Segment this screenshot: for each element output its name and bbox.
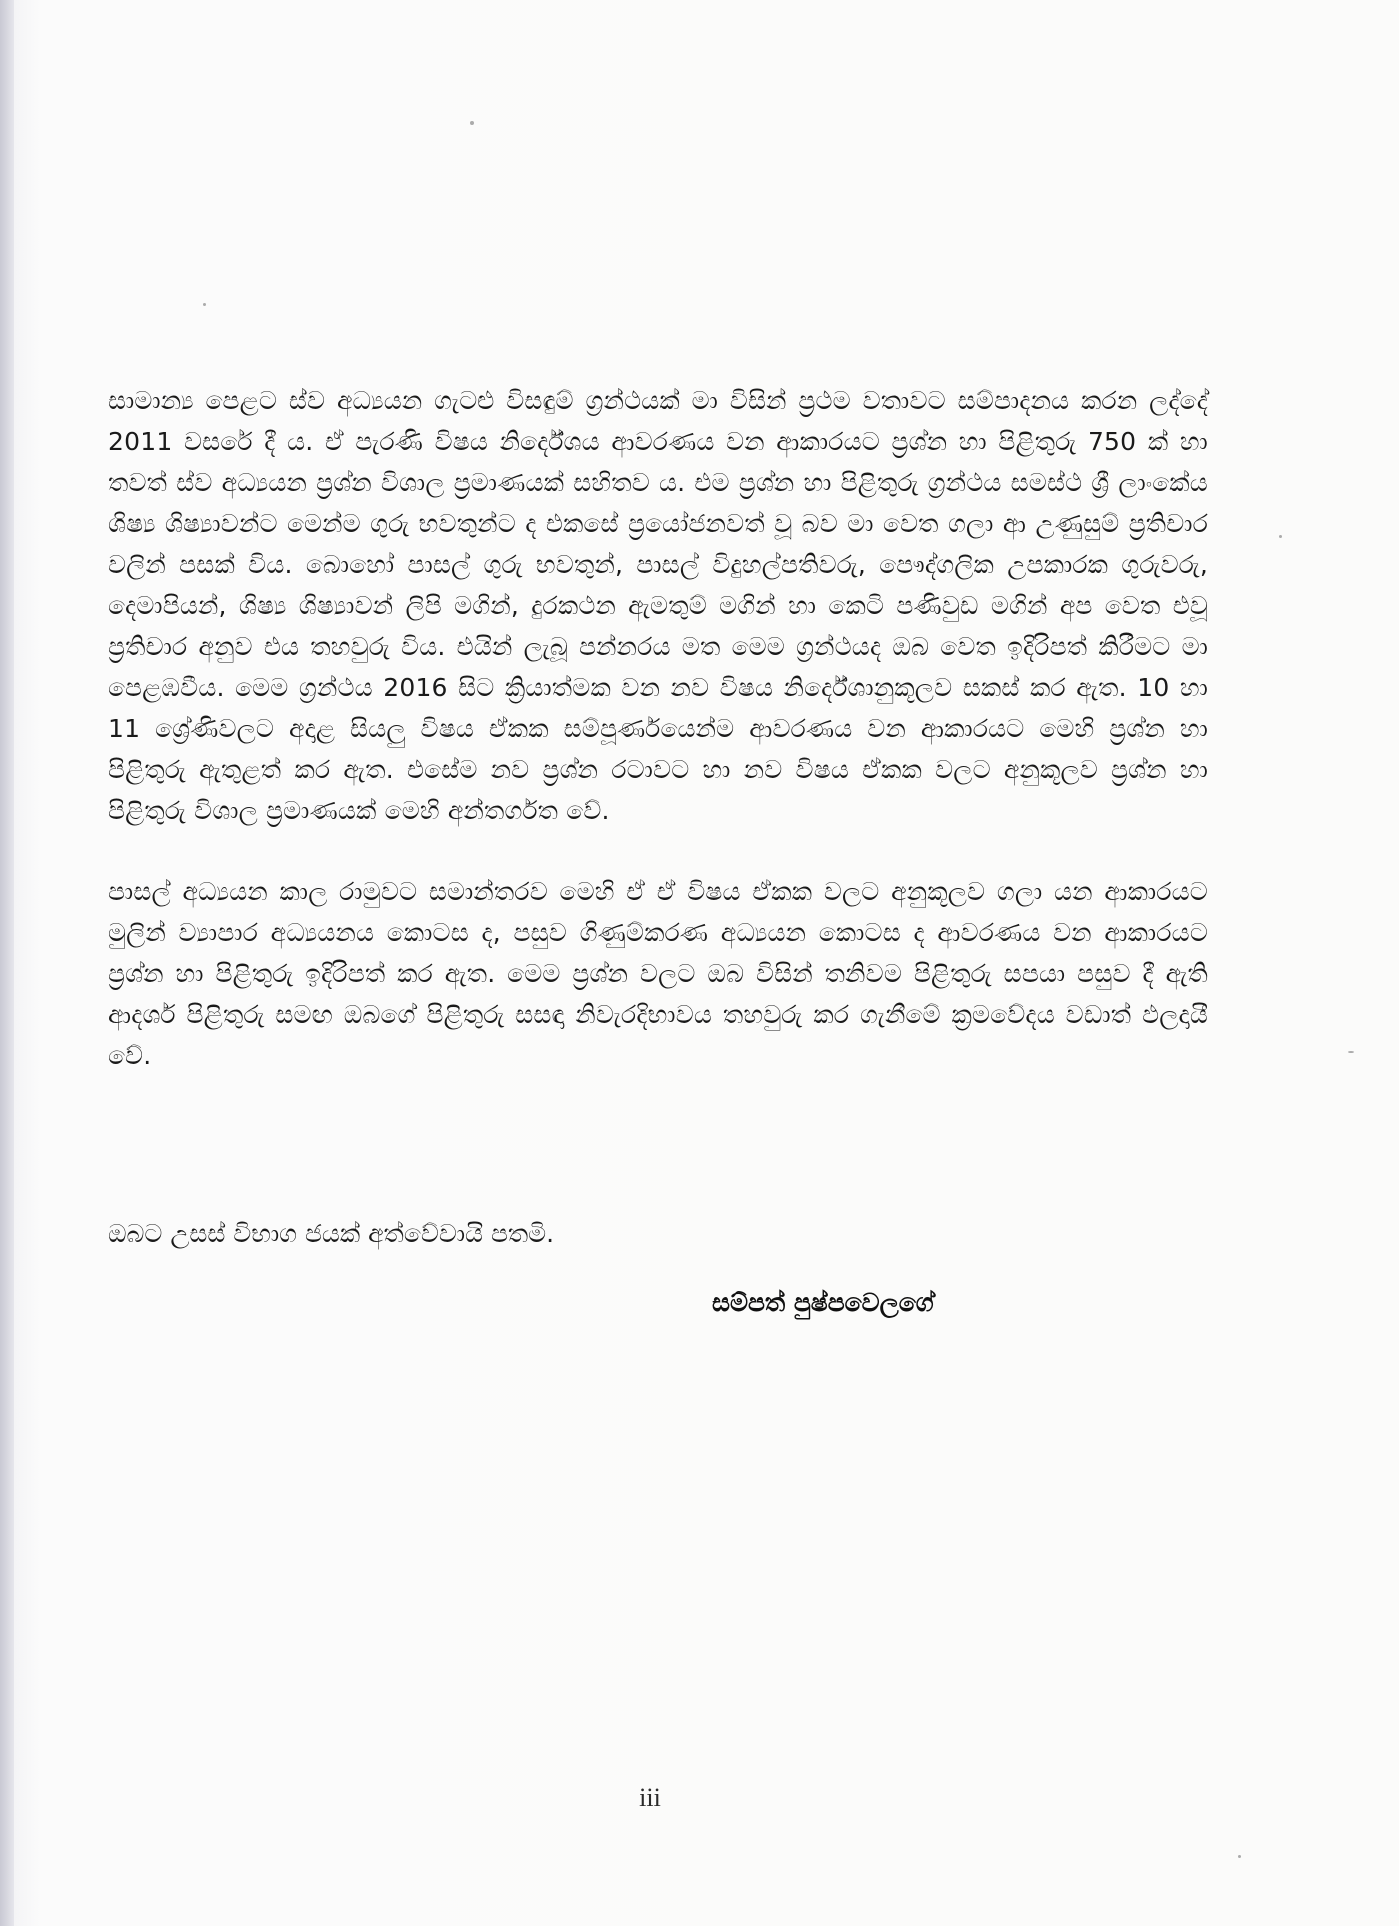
preface-body	[108, 380, 1208, 1076]
scan-speck	[470, 121, 474, 125]
scan-speck	[203, 303, 206, 306]
preface-paragraph-2: පාසල් අධ්‍යයන කාල රාමුවට සමාන්තරව මෙහි ඒ ඒ විෂය ඒකක වලට අනුකූලව ගලා යන ආකාරයට මුලින් ව්‍යාපාර අධ්‍යයනය කොටස ද, පසුව ගිණුම්කරණ අධ්‍යයන කොටස ද ආවරණය වන ආකාරයට ප්‍රශ්න හා පිළිතුරු ඉදිරිපත් කර ඇත. මෙම ප්‍රශ්න වලට ඔබ විසින් තනිවම පිළිතුරු සපයා පසුව දී ඇති ආදර්ශ පිළිතුරු සමඟ ඔබගේ පිළිතුරු සසඳා නිවැරදිභාවය තහවුරු කර ගැනීමේ ක්‍රමවේදය වඩාත් ඵලදායී වේ.	[108, 877, 1208, 1070]
scan-speck	[1348, 1051, 1354, 1053]
preface-paragraph-1: සාමාන්‍ය පෙළට ස්ව අධ්‍යයන ගැටළු විසඳුම් ග්‍රන්ථයක් මා විසින් ප්‍රථම වතාවට සම්පාදනය කරන ලද්දේ 2011 වසරේ දී ය. ඒ පැරණි විෂය නිර්දේශය ආවරණය වන ආකාරයට ප්‍රශ්න හා පිළිතුරු 750 ක් හා තවත් ස්ව අධ්‍යයන ප්‍රශ්න විශාල ප්‍රමාණයක් සහිතව ය. එම ප්‍රශ්න හා පිළිතුරු ග්‍රන්ථය සමස්ථ ශ්‍රී ලාංකේය ශිෂ්‍ය ශිෂ්‍යාවන්ට මෙන්ම ගුරු භවතුන්ට ද එකසේ ප්‍රයෝජනවත් වූ බව මා වෙත ගලා ආ උණුසුම් ප්‍රතිචාර වලින් පසක් විය. බොහෝ පාසල් ගුරු භවතුන්, පාසල් විදුහල්පතිවරු, පෞද්ගලික උපකාරක ගුරුවරු, දෙමාපියන්, ශිෂ්‍ය ශිෂ්‍යාවන් ලිපි මගින්, දුරකථන ඇමතුම් මගින් හා කෙටි පණිවුඩ මගින් අප වෙත එවූ ප්‍රතිචාර අනුව එය තහවුරු විය. එයින් ලැබූ පන්නරය මත මෙම ග්‍රන්ථයද ඔබ වෙත ඉදිරිපත් කිරීමට මා පෙළඹවීය. මෙම ග්‍රන්ථය 2016 සිට ක්‍රියාත්මක වන නව විෂය නිර්දේශානුකූලව සකස් කර ඇත. 10 හා 11 ශ්‍රේණිවලට අදාළ සියලු විෂය ඒකක සම්පූර්ණයෙන්ම ආවරණය වන ආකාරයට මෙහි ප්‍රශ්න හා පිළිතුරු ඇතුළත් කර ඇත. එසේම නව ප්‍රශ්න රටාවට හා නව විෂය ඒකක වලට අනුකූලව ප්‍රශ්න හා පිළිතුරු විශාල ප්‍රමාණයක් මෙහි අන්තර්ගත වේ.	[108, 386, 1208, 825]
scan-shadow-edge	[0, 0, 14, 1926]
author-signature: සම්පත් පුෂ්පවෙලගේ	[712, 1288, 934, 1317]
closing-wish: ඔබට උසස් විභාග ජයක් අත්වේවායි පතමි.	[108, 1219, 555, 1248]
scan-speck	[1279, 535, 1282, 538]
scan-speck	[1238, 1855, 1241, 1858]
page-number: iii	[639, 1783, 661, 1812]
